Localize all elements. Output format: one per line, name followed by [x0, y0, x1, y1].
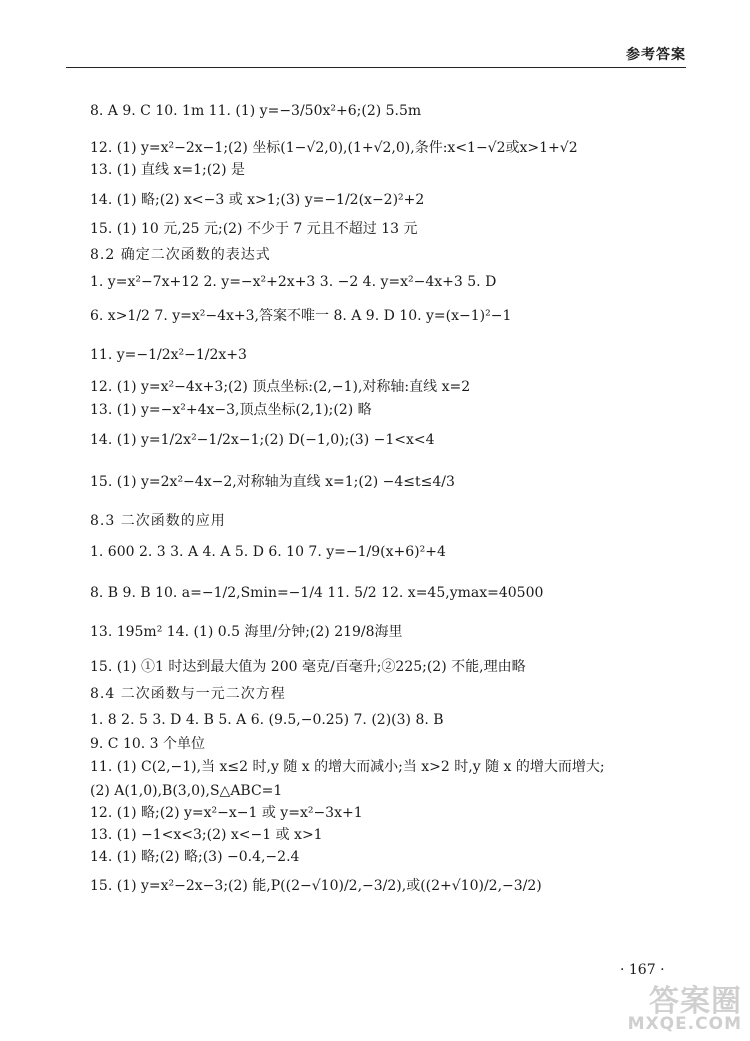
section-heading: 8.4 二次函数与一元二次方程 [90, 686, 286, 702]
answer-line: 11. y=−1/2x²−1/2x+3 [90, 347, 247, 363]
section-heading: 8.3 二次函数的应用 [90, 513, 226, 529]
answer-line: 6. x>1/2 7. y=x²−4x+3,答案不唯一 8. A 9. D 10. y=(x−1)²−1 [90, 308, 512, 324]
answer-line: 14. (1) y=1/2x²−1/2x−1;(2) D(−1,0);(3) −1<x<4 [90, 432, 435, 448]
answer-line: 13. (1) 直线 x=1;(2) 是 [90, 162, 245, 178]
answer-line: 13. (1) −1<x<3;(2) x<−1 或 x>1 [90, 827, 323, 843]
answer-line: 1. y=x²−7x+12 2. y=−x²+2x+3 3. −2 4. y=x²−4x+3 5. D [90, 274, 497, 290]
answer-line: (2) A(1,0),B(3,0),S△ABC=1 [90, 783, 283, 799]
answer-line: 15. (1) y=2x²−4x−2,对称轴为直线 x=1;(2) −4≤t≤4/3 [90, 474, 455, 490]
page-header-title: 参考答案 [626, 47, 686, 63]
answer-line: 14. (1) 略;(2) 略;(3) −0.4,−2.4 [90, 849, 300, 865]
header-rule [66, 67, 686, 68]
answer-line: 12. (1) y=x²−2x−1;(2) 坐标(1−√2,0),(1+√2,0),条件:x<1−√2或x>1+√2 [90, 140, 578, 156]
answer-line: 8. A 9. C 10. 1m 11. (1) y=−3/50x²+6;(2) 5.5m [90, 103, 422, 119]
answer-line: 1. 600 2. 3 3. A 4. A 5. D 6. 10 7. y=−1/9(x+6)²+4 [90, 544, 446, 560]
answer-line: 11. (1) C(2,−1),当 x≤2 时,y 随 x 的增大而减小;当 x>2 时,y 随 x 的增大而增大; [90, 759, 605, 775]
answer-line: 12. (1) 略;(2) y=x²−x−1 或 y=x²−3x+1 [90, 805, 363, 821]
watermark-site: MXQE.COM [627, 1014, 742, 1034]
answer-line: 15. (1) y=x²−2x−3;(2) 能,P((2−√10)/2,−3/2),或((2+√10)/2,−3/2) [90, 878, 542, 894]
answer-line: 1. 8 2. 5 3. D 4. B 5. A 6. (9.5,−0.25) 7. (2)(3) 8. B [90, 712, 444, 728]
watermark-logo [600, 968, 750, 1040]
answer-line: 13. (1) y=−x²+4x−3,顶点坐标(2,1);(2) 略 [90, 402, 372, 418]
answer-line: 15. (1) ①1 时达到最大值为 200 毫克/百毫升;②225;(2) 不能,理由略 [90, 659, 526, 675]
answer-line: 14. (1) 略;(2) x<−3 或 x>1;(3) y=−1/2(x−2)²+2 [90, 192, 425, 208]
answer-line: 9. C 10. 3 个单位 [90, 736, 206, 752]
section-heading: 8.2 确定二次函数的表达式 [90, 247, 271, 263]
answer-line: 15. (1) 10 元,25 元;(2) 不少于 7 元且不超过 13 元 [90, 221, 418, 237]
page-number: · 167 · [620, 962, 665, 978]
answer-line: 12. (1) y=x²−4x+3;(2) 顶点坐标:(2,−1),对称轴:直线 x=2 [90, 379, 471, 395]
page-header [66, 44, 686, 72]
answer-line: 13. 195m² 14. (1) 0.5 海里/分钟;(2) 219/8海里 [90, 624, 403, 640]
answer-line: 8. B 9. B 10. a=−1/2,Smin=−1/4 11. 5/2 12. x=45,ymax=40500 [90, 585, 544, 601]
watermark-glyphs: 答案圈 [649, 984, 742, 1019]
